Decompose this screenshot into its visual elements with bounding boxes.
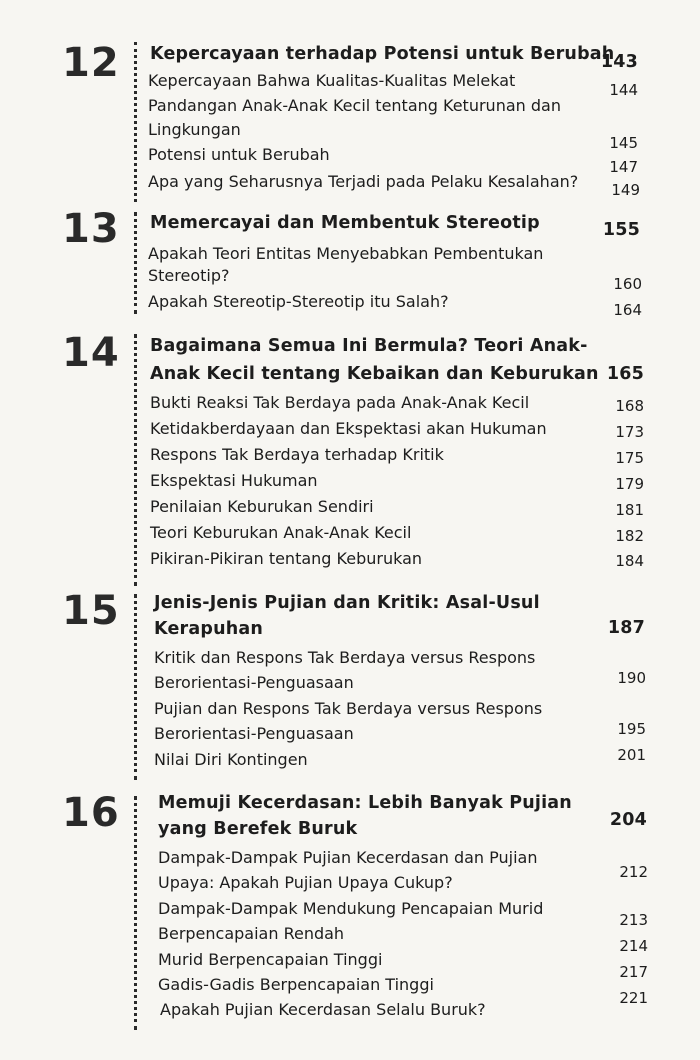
toc-entry[interactable]: Apakah Pujian Kecerdasan Selalu Buruk?	[160, 1000, 486, 1019]
toc-entry[interactable]: Penilaian Keburukan Sendiri	[150, 497, 374, 516]
toc-entry[interactable]: Ketidakberdayaan dan Ekspektasi akan Hukuman	[150, 419, 547, 438]
toc-entry-page: 213	[619, 911, 648, 929]
toc-entry[interactable]: Teori Keburukan Anak-Anak Kecil	[150, 523, 412, 542]
toc-entry[interactable]: Dampak-Dampak Pujian Kecerdasan dan Pujian	[158, 848, 538, 867]
toc-entry-page: 147	[609, 158, 638, 176]
toc-entry-continuation[interactable]: Berorientasi-Penguasaan	[154, 673, 354, 692]
toc-entry[interactable]: Kepercayaan Bahwa Kualitas-Kualitas Melekat	[148, 71, 516, 90]
toc-entry[interactable]: Bukti Reaksi Tak Berdaya pada Anak-Anak Kecil	[150, 393, 530, 412]
toc-entry-page: 212	[619, 863, 648, 881]
chapter-13-dotted-rule	[134, 212, 137, 314]
chapter-16-number: 16	[62, 790, 120, 836]
chapter-12-dotted-rule	[134, 42, 137, 202]
toc-entry-page: 168	[615, 397, 644, 415]
chapter-15-title-line-1[interactable]: Jenis-Jenis Pujian dan Kritik: Asal-Usul	[154, 593, 540, 613]
chapter-16-dotted-rule	[134, 796, 137, 1030]
chapter-13-title[interactable]: Memercayai dan Membentuk Stereotip	[150, 213, 540, 233]
toc-entry-page: 173	[615, 423, 644, 441]
toc-entry[interactable]: Respons Tak Berdaya terhadap Kritik	[150, 445, 444, 464]
toc-entry-page: 182	[615, 527, 644, 545]
toc-entry[interactable]: Kritik dan Respons Tak Berdaya versus Respons	[154, 648, 536, 667]
toc-entry[interactable]: Murid Berpencapaian Tinggi	[158, 950, 383, 969]
chapter-15-title-page: 187	[607, 618, 645, 638]
chapter-15-title-line-2[interactable]: Kerapuhan	[154, 619, 264, 639]
chapter-14-number: 14	[62, 330, 120, 376]
toc-entry-page: 144	[609, 81, 638, 99]
toc-entry[interactable]: Pikiran-Pikiran tentang Keburukan	[150, 549, 423, 568]
chapter-14-dotted-rule	[134, 334, 137, 586]
chapter-16-title-page: 204	[609, 810, 647, 830]
toc-entry-page: 145	[609, 134, 638, 152]
toc-entry-page: 164	[613, 301, 642, 319]
toc-entry-continuation[interactable]: Berorientasi-Penguasaan	[154, 724, 354, 743]
toc-entry[interactable]: Pujian dan Respons Tak Berdaya versus Respons	[154, 699, 543, 718]
toc-entry-continuation[interactable]: Berpencapaian Rendah	[158, 924, 345, 943]
toc-entry-page: 201	[617, 746, 646, 764]
chapter-15-dotted-rule	[134, 594, 137, 780]
chapter-16-title-line-2[interactable]: yang Berefek Buruk	[158, 819, 358, 839]
chapter-13-number: 13	[62, 206, 120, 252]
toc-entry-page: 195	[617, 720, 646, 738]
chapter-12-number: 12	[62, 40, 120, 86]
toc-entry[interactable]: Nilai Diri Kontingen	[154, 750, 308, 769]
toc-entry-page: 181	[615, 501, 644, 519]
toc-entry-page: 221	[619, 989, 648, 1007]
toc-entry[interactable]: Apa yang Seharusnya Terjadi pada Pelaku Kesalahan?	[148, 172, 579, 191]
toc-entry-page: 160	[613, 275, 642, 293]
chapter-14-title-page: 165	[606, 364, 644, 384]
toc-entry[interactable]: Potensi untuk Berubah	[148, 145, 330, 164]
toc-entry-page: 149	[611, 181, 640, 199]
chapter-13-title-page: 155	[602, 220, 640, 240]
chapter-15-number: 15	[62, 588, 120, 634]
toc-entry[interactable]: Gadis-Gadis Berpencapaian Tinggi	[158, 975, 434, 994]
chapter-16-title-line-1[interactable]: Memuji Kecerdasan: Lebih Banyak Pujian	[158, 793, 572, 813]
toc-entry-page: 184	[615, 552, 644, 570]
chapter-12-title[interactable]: Kepercayaan terhadap Potensi untuk Berubah	[150, 44, 615, 64]
toc-entry[interactable]: Apakah Teori Entitas Menyebabkan Pembentukan	[148, 244, 544, 263]
toc-entry[interactable]: Ekspektasi Hukuman	[150, 471, 318, 490]
toc-entry-page: 214	[619, 937, 648, 955]
toc-entry-page: 217	[619, 963, 648, 981]
toc-entry-continuation[interactable]: Lingkungan	[148, 120, 241, 139]
toc-entry-continuation[interactable]: Stereotip?	[148, 266, 230, 285]
toc-entry-page: 179	[615, 475, 644, 493]
chapter-12-title-page: 143	[600, 52, 638, 72]
chapter-14-title-line-1[interactable]: Bagaimana Semua Ini Bermula? Teori Anak-	[150, 336, 588, 356]
toc-entry-page: 190	[617, 669, 646, 687]
toc-entry-page: 175	[615, 449, 644, 467]
toc-entry[interactable]: Pandangan Anak-Anak Kecil tentang Keturunan dan	[148, 96, 561, 115]
toc-entry-continuation[interactable]: Upaya: Apakah Pujian Upaya Cukup?	[158, 873, 453, 892]
toc-entry[interactable]: Dampak-Dampak Mendukung Pencapaian Murid	[158, 899, 544, 918]
toc-entry[interactable]: Apakah Stereotip-Stereotip itu Salah?	[148, 292, 449, 311]
chapter-14-title-line-2[interactable]: Anak Kecil tentang Kebaikan dan Keburukan	[150, 364, 599, 384]
